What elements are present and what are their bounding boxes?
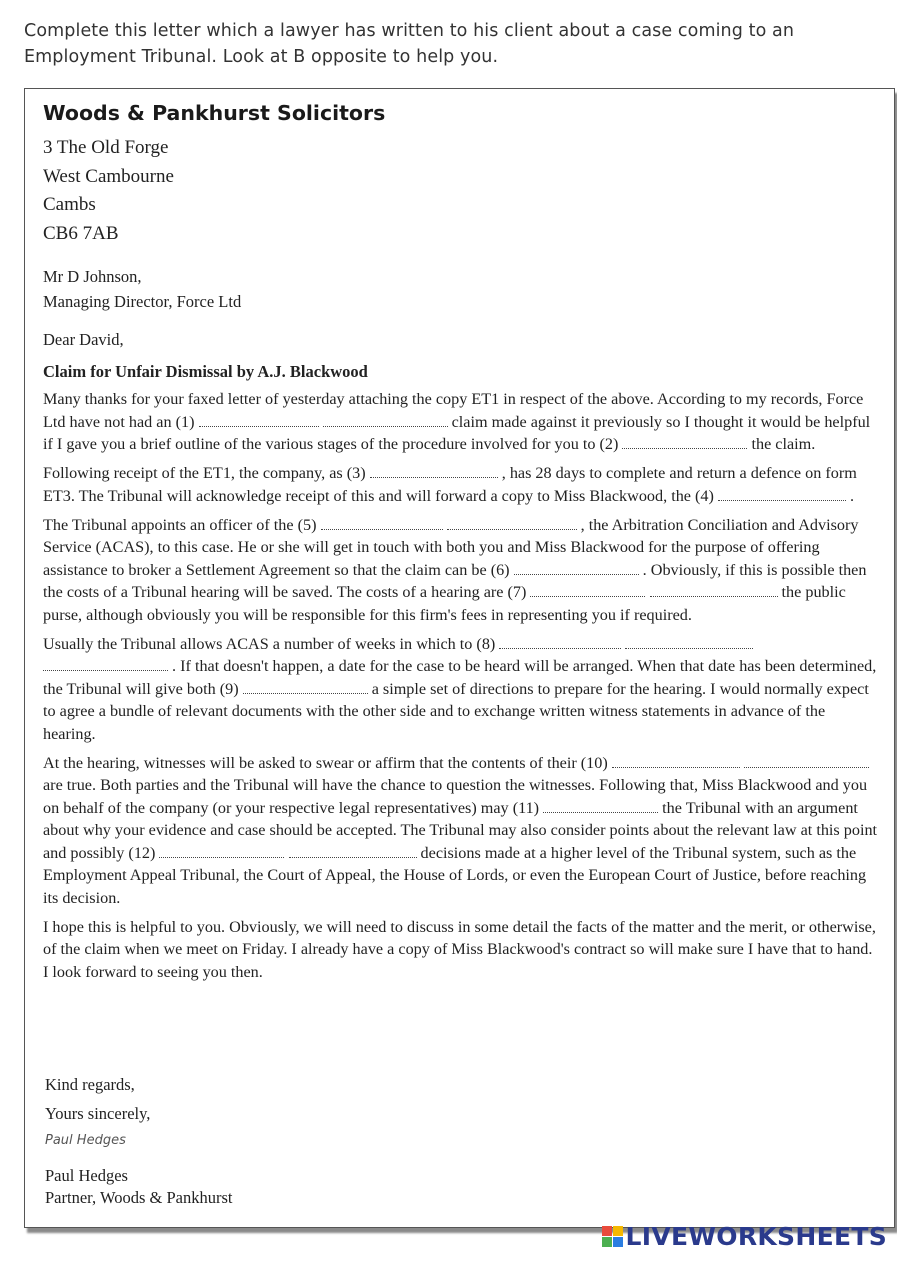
- blank-12b[interactable]: [289, 845, 417, 858]
- text-segment: the Tribunal with an argument about why your evidence and case should be accepted. The Tribunal may also consider points about the relevant law at this point and possibly (12): [43, 798, 878, 862]
- recipient-block: [43, 264, 241, 314]
- logo-squares-icon: [602, 1226, 623, 1247]
- recipient-name: Mr D Johnson,: [43, 267, 142, 286]
- text-segment: a simple set of directions to prepare for the hearing. I would normally expect to agree a bundle of relevant documents with the other side and to exchange written witness statements in advance of the hearing.: [43, 679, 869, 743]
- blank-1a[interactable]: [199, 414, 319, 427]
- blank-3[interactable]: [370, 465, 498, 478]
- paragraph-4: [43, 633, 881, 746]
- blank-7a[interactable]: [530, 584, 645, 597]
- logo-square: [602, 1237, 612, 1247]
- blank-5a[interactable]: [321, 517, 443, 530]
- text-segment: , has 28 days to complete and return a defence on form ET3. The Tribunal will acknowledge receipt of this and will forward a copy to Miss Blackwood, the (4): [43, 464, 857, 505]
- address-line: West Cambourne: [43, 165, 174, 187]
- blank-4[interactable]: [718, 488, 846, 501]
- liveworksheets-logo[interactable]: [602, 1222, 887, 1251]
- text-segment: . Obviously, if this is possible then the costs of a Tribunal hearing will be saved. The costs of a hearing are (7): [43, 560, 867, 601]
- logo-text: LIVEWORKSHEETS: [625, 1222, 887, 1251]
- text-segment: Usually the Tribunal allows ACAS a number of weeks in which to (8): [43, 634, 496, 653]
- text-segment: Following receipt of the ET1, the company, as (3): [43, 464, 366, 482]
- blank-11[interactable]: [543, 800, 658, 813]
- logo-square: [613, 1237, 623, 1247]
- recipient-role: Managing Director, Force Ltd: [43, 292, 242, 311]
- blank-5b[interactable]: [447, 517, 577, 530]
- text-segment: Many thanks for your faxed letter of yesterday attaching the copy ET1 in respect of the above. According to my records, Force Ltd have not had an (1): [43, 390, 864, 431]
- signatory-title: Partner, Woods & Pankhurst: [45, 1188, 233, 1207]
- blank-8c[interactable]: [43, 658, 168, 671]
- text-segment: .: [850, 486, 855, 505]
- address-line: Cambs: [43, 194, 96, 216]
- blank-2[interactable]: [622, 436, 747, 449]
- handwritten-signature: Paul Hedges: [45, 1133, 126, 1148]
- signature-block: [45, 1165, 232, 1209]
- text-segment: . If that doesn't happen, a date for the case to be heard will be arranged. When that date has been determined, the Tribunal will give both (9): [43, 657, 877, 698]
- letter-body: [43, 388, 881, 990]
- paragraph-2: [43, 462, 881, 507]
- instruction-text: Complete this letter which a lawyer has written to his client about a case coming to an Employment Tribunal. Look at B opposite to help you.: [24, 21, 795, 67]
- text-segment: , the Arbitration Conciliation and Advisory Service (ACAS), to this case. He or she will get in touch with both you and Miss Blackwood for the purpose of offering assistance to broker a Settlement Agreement so that the claim can be (6): [43, 515, 859, 579]
- text-segment: decisions made at a higher level of the Tribunal system, such as the Employment Appeal Tribunal, the Court of Appeal, the House of Lords, or even the European Court of Justice, before reaching its decision.: [43, 843, 867, 907]
- firm-address: [43, 134, 174, 249]
- blank-10b[interactable]: [744, 755, 869, 768]
- text-segment: the public purse, although obviously you will be responsible for this firm's fees in representing you if required.: [43, 583, 846, 624]
- paragraph-1: [43, 388, 881, 456]
- firm-name: Woods & Pankhurst Solicitors: [43, 101, 386, 125]
- closing-kind-regards: Kind regards,: [45, 1075, 135, 1094]
- salutation: Dear David,: [43, 330, 124, 349]
- subject-line: Claim for Unfair Dismissal by A.J. Blackwood: [43, 362, 368, 381]
- text-segment: are true. Both parties and the Tribunal will have the chance to question the witnesses. Following that, Miss Blackwood and you on behalf of the company (or your respective legal representatives) may (11): [43, 776, 868, 817]
- blank-6[interactable]: [514, 562, 639, 575]
- paragraph-6: I hope this is helpful to you. Obviously, we will need to discuss in some detail the facts of the matter and the merit, or otherwise, of the claim when we meet on Friday. I already have a copy of Miss Blackwood's contract so will make sure I have that to hand. I look forward to seeing you then.: [43, 917, 876, 981]
- closing-yours-sincerely: Yours sincerely,: [45, 1103, 151, 1123]
- paragraph-5: [43, 752, 881, 910]
- text-segment: claim made against it previously so I thought it would be helpful if I gave you a brief outline of the various stages of the procedure involved for you to (2): [43, 412, 871, 453]
- closing-block: [45, 1071, 150, 1128]
- blank-9[interactable]: [243, 681, 368, 694]
- blank-7b[interactable]: [650, 584, 778, 597]
- blank-1b[interactable]: [323, 414, 448, 427]
- text-segment: The Tribunal appoints an officer of the (5): [43, 515, 317, 534]
- text-segment: the claim.: [751, 435, 816, 453]
- address-line: CB6 7AB: [43, 223, 119, 245]
- signatory-name: Paul Hedges: [45, 1166, 128, 1185]
- text-segment: At the hearing, witnesses will be asked to swear or affirm that the contents of their (10): [43, 753, 608, 772]
- address-line: 3 The Old Forge: [43, 137, 169, 158]
- logo-square: [602, 1226, 612, 1236]
- blank-8b[interactable]: [625, 636, 753, 649]
- blank-10a[interactable]: [612, 755, 740, 768]
- blank-12a[interactable]: [159, 845, 284, 858]
- paragraph-3: [43, 514, 881, 627]
- blank-8a[interactable]: [499, 636, 621, 649]
- logo-square: [613, 1226, 623, 1236]
